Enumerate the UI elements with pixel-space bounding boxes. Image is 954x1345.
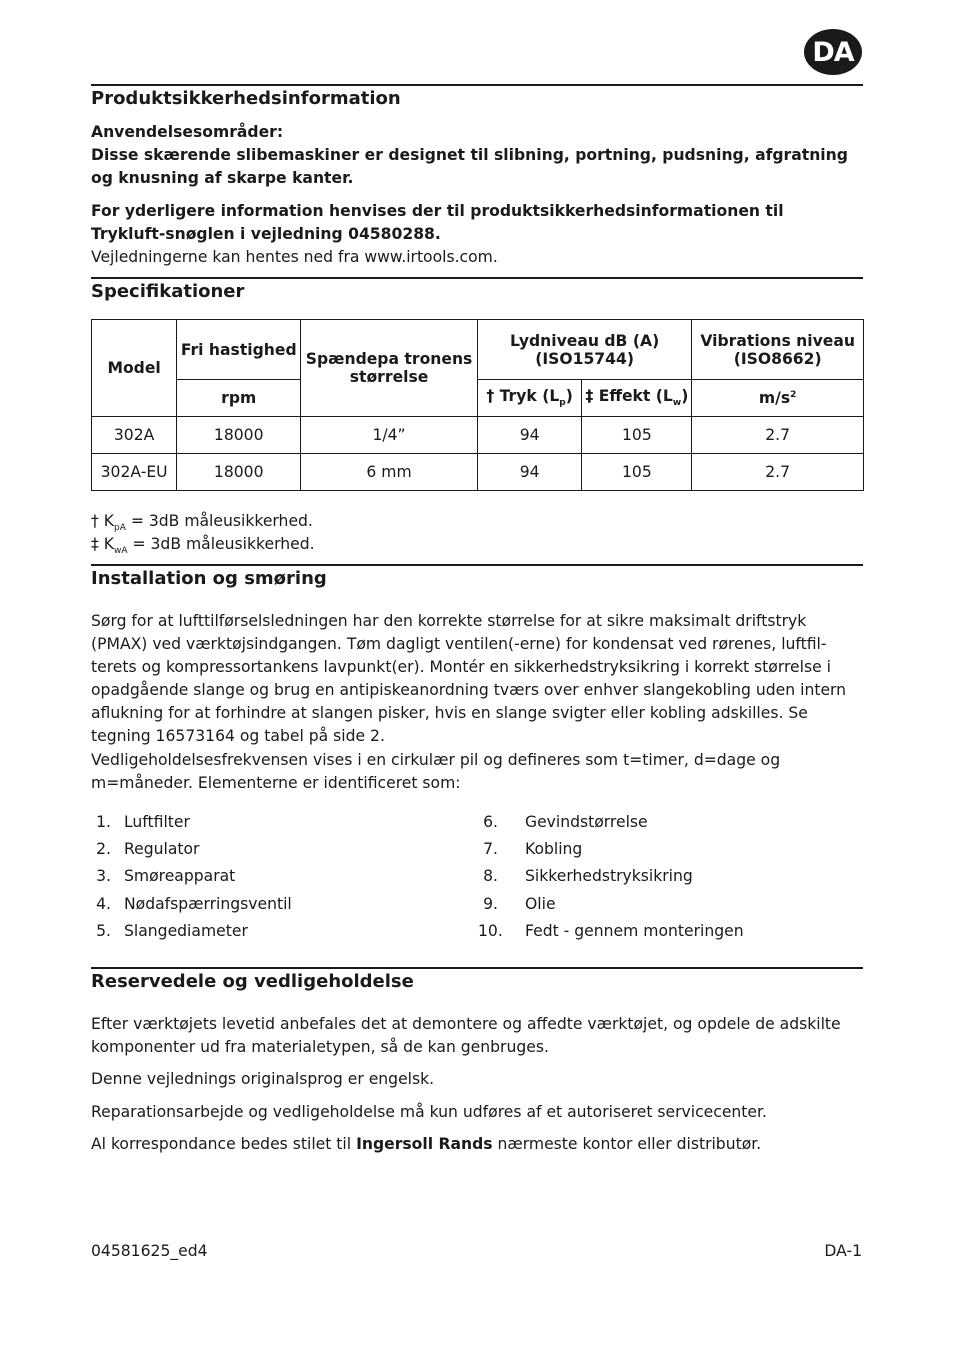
section-title-safety: Produktsikkerhedsinformation xyxy=(91,88,401,109)
unit-vibration: $m/s^2$ xyxy=(692,380,864,417)
header-sound: Lydniveau dB (A) (ISO15744) xyxy=(477,320,692,380)
header-vibration: Vibrations niveau (ISO8662) xyxy=(692,320,864,380)
parts-paragraph-2: Denne vejlednings originalsprog er engelsk. xyxy=(91,1070,435,1088)
list-item: 8. Sikkerhedstryksikring xyxy=(483,867,693,886)
uses-text: Disse skærende slibemaskiner er designet til slibning, portning, pudsning, afgratning og knusning af skarpe kanter. xyxy=(91,146,848,187)
cell-vibration: 2.7 xyxy=(692,454,864,491)
unit-rpm: rpm xyxy=(177,380,301,417)
divider xyxy=(91,277,863,279)
divider xyxy=(91,967,863,969)
header-speed: Fri hastighed xyxy=(177,320,301,380)
cell-pressure: 94 xyxy=(477,417,582,454)
list-item: 7. Kobling xyxy=(483,840,583,859)
list-item: 3. Smøreapparat xyxy=(96,867,236,886)
divider xyxy=(91,84,863,86)
document-number: 04581625_ed4 xyxy=(91,1242,208,1260)
table-row xyxy=(92,417,864,454)
table-row xyxy=(92,454,864,491)
note-pressure: † $K_{pA} = 3dB$ måleusikkerhed. xyxy=(91,512,313,534)
list-item: 5. Slangediameter xyxy=(96,921,248,940)
list-item: 9. Olie xyxy=(483,894,556,913)
maintenance-paragraph: Vedligeholdelsesfrekvensen vises i en cirkulær pil og defineres som t=timer, d=dage og m=måneder. Elementerne er identificeret som: xyxy=(91,751,781,792)
cell-power: 105 xyxy=(582,454,692,491)
parts-paragraph-1: Efter værktøjets levetid anbefales det at demontere og affedte værktøjet, og opdele de adskilte komponenter ud fra materialetypen, så de kan genbruges. xyxy=(91,1015,841,1056)
cell-model: 302A xyxy=(92,417,177,454)
list-item: 2. Regulator xyxy=(96,840,200,859)
header-model: Model xyxy=(92,320,177,417)
cell-chuck: 6 mm xyxy=(301,454,478,491)
list-item: 1. Luftfilter xyxy=(96,813,190,831)
section-title-specs: Specifikationer xyxy=(91,281,245,302)
cell-model: 302A-EU xyxy=(92,454,177,491)
cell-power: 105 xyxy=(582,417,692,454)
list-item: 6. Gevindstørrelse xyxy=(483,813,648,831)
download-text: Vejledningerne kan hentes ned fra www.irtools.com. xyxy=(91,248,498,266)
parts-paragraph-3: Reparationsarbejde og vedligeholdelse må kun udføres af et autoriseret servicecenter. xyxy=(91,1103,767,1121)
page-number: DA-1 xyxy=(824,1242,862,1260)
uses-label: Anvendelsesområder: xyxy=(91,123,284,141)
header-chuck: Spændepa tronens størrelse xyxy=(301,320,478,417)
more-info-text: For yderligere information henvises der til produktsikkerhedsinformationen til Trykluft-snøglen i vejledning 04580288. xyxy=(91,202,784,243)
items-list-left xyxy=(91,811,292,947)
header-pressure: † Tryk $(L_p)$ xyxy=(477,380,582,417)
cell-speed: 18000 xyxy=(177,417,301,454)
divider xyxy=(91,564,863,566)
list-item: 10. Fedt - gennem monteringen xyxy=(478,921,744,940)
language-badge: DA xyxy=(804,29,862,75)
parts-paragraph-4: Al korrespondance bedes stilet til Ingersoll Rands nærmeste kontor eller distributør. xyxy=(91,1135,762,1153)
cell-speed: 18000 xyxy=(177,454,301,491)
items-list-right xyxy=(478,811,744,947)
section-title-installation: Installation og smøring xyxy=(91,568,327,589)
section-title-parts: Reservedele og vedligeholdelse xyxy=(91,971,414,992)
header-power: ‡ Effekt $(L_w)$ xyxy=(582,380,692,417)
note-power: ‡ $K_{wA} = 3dB$ måleusikkerhed. xyxy=(91,535,315,557)
installation-paragraph: Sørg for at lufttilførselsledningen har den korrekte størrelse for at sikre maksimalt driftstryk (PMAX) ved værktøjsindgangen. Tøm dagligt ventilen(-erne) for kondensat ved rørenes, luftfil-terets og kompressortankens lavpunkt(er). Montér en sikkerhedstryksikring i korrekt størrelse i opadgående slange og brug en antipiskeanordning tværs over enhver slangekobling uden intern aflukning for at forhindre at slangen pisker, hvis en slange svigter eller kobling adskilles. Se tegning 16573164 og tabel på side 2. xyxy=(91,612,847,745)
cell-pressure: 94 xyxy=(477,454,582,491)
spec-table xyxy=(91,319,864,491)
cell-chuck: 1/4” xyxy=(301,417,478,454)
cell-vibration: 2.7 xyxy=(692,417,864,454)
list-item: 4. Nødafspærringsventil xyxy=(96,894,292,913)
